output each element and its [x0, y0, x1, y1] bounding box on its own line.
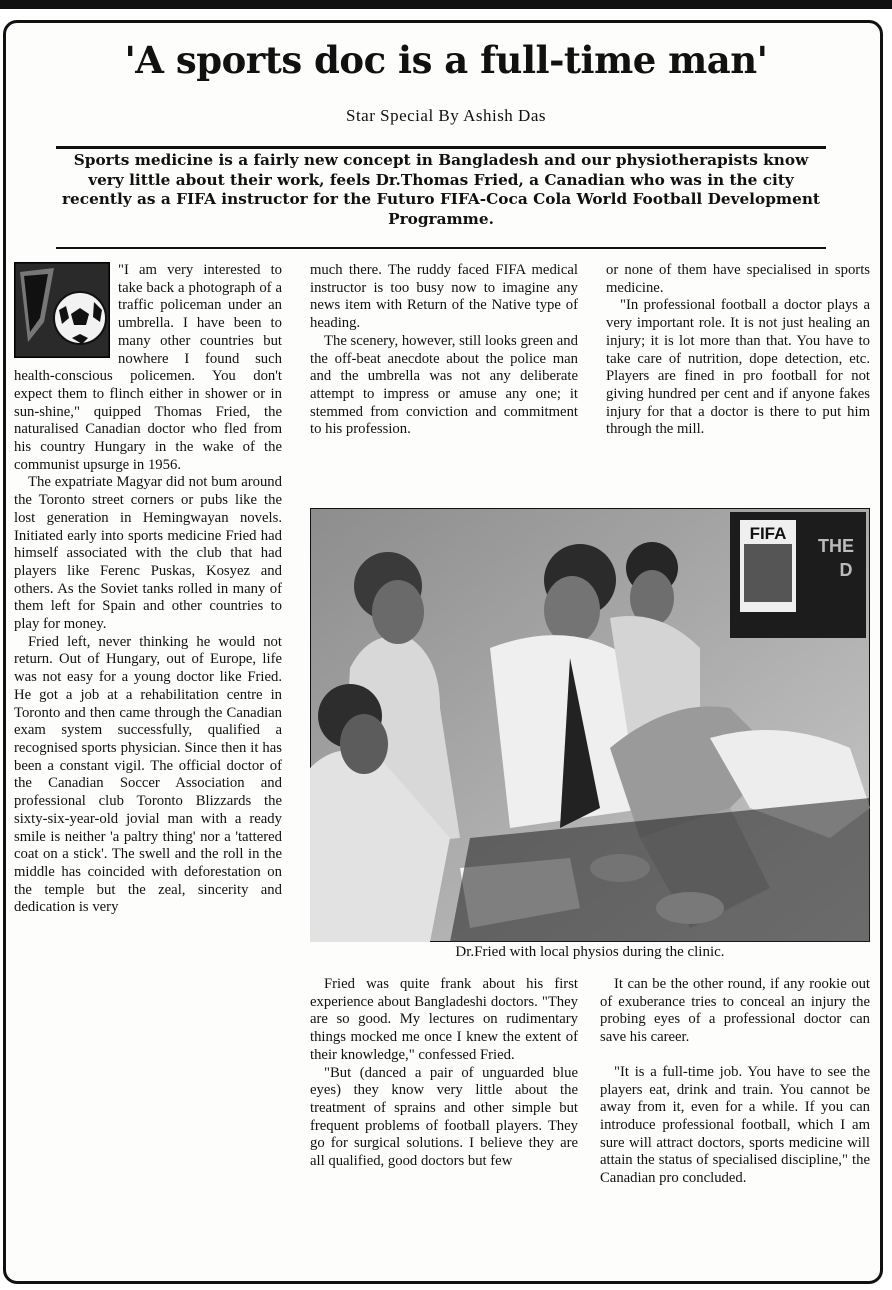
- column-1: [14, 262, 282, 1280]
- col3-paragraph-1: or none of them have specialised in sports medicine.: [606, 262, 870, 296]
- byline: Star Special By Ashish Das: [346, 106, 546, 125]
- col2-paragraph-1: much there. The ruddy faced FIFA medical instructor is too busy now to imagine any news item with Return of the Native type of heading.: [310, 262, 578, 332]
- top-border-bar: [0, 0, 892, 9]
- col3b-paragraph-1: It can be the other round, if any rookie out of exuberance tries to conceal an injury the probing eyes of a professional doctor can save his career.: [600, 976, 870, 1046]
- football-thumbnail-icon: [14, 262, 110, 358]
- col1-paragraph-3: Fried left, never thinking he would not return. Out of Hungary, out of Europe, life was not easy for a young doctor like Fried. He got a job at a rehabilitation centre in Toronto and then came through the Canadian exam system successfully, qualified a recognised sports physician. Since then it has been a constant vigil. The official doctor of the Canadian Soccer Association and professional club Toronto Blizzards the sixty-six-year-old jovial man with a ready smile is neither 'a paltry thing' nor a 'tattered coat on a stick'. The swell and the roll in the middle has coincided with deforestation on the temple but the zeal, sincerity and dedication is very: [14, 633, 282, 916]
- column-3-bottom: [600, 976, 870, 1280]
- sign-the-text: THE: [818, 536, 854, 556]
- col2-paragraph-2: The scenery, however, still looks green and the off-beat anecdote about the police man and the umbrella was not any deliberate attempt to impress or amuse any one; it stemmed from conviction and commitment to his profession.: [310, 332, 578, 438]
- col2b-paragraph-2: "But (danced a pair of unguarded blue eyes) they know very little about the treatment of sprains and other simple but frequent problems of football players. They go for surgical solutions. I believe they are all qualified, good doctors but few: [310, 1064, 578, 1170]
- intro-paragraph: Sports medicine is a fairly new concept in Bangladesh and our physiotherapists know very little about their work, feels Dr.Thomas Fried, a Canadian who was in the city recently as a FIFA instructor for the Futuro FIFA-Coca Cola World Football Development Programme.: [61, 151, 821, 228]
- col1-paragraph-2: The expatriate Magyar did not bum around the Toronto street corners or pubs like the lost generation in Hemingwayan novels. Initiated early into sports medicine Fried had himself associated with the club that had players like Ferenc Puskas, Kosyez and others. As the Soviet tanks rolled in many of them left for Spain and other countries to play for money.: [14, 474, 282, 633]
- col2b-paragraph-1: Fried was quite frank about his first experience about Bangladeshi doctors. "They are so good. My lectures on rudimentary things mocked me once I knew the extent of their knowledge," confessed Fried.: [310, 976, 578, 1063]
- intro-bottom-rule: [56, 247, 826, 249]
- column-2-bottom: [310, 976, 578, 1280]
- intro-top-rule: [56, 146, 826, 149]
- col3-paragraph-2: "In professional football a doctor plays a very important role. It is not just healing an injury; it is lot more than that. You have to take care of nutrition, dope detection, etc. Players are fined in pro football for not giving hundred per cent and if anyone fakes injury for that a doctor is there to put him through the mill.: [606, 297, 870, 438]
- column-2-top: [310, 262, 578, 506]
- clinic-photo: [310, 508, 870, 942]
- photo-caption: Dr.Fried with local physios during the clinic.: [455, 944, 725, 960]
- sign-d-text: D: [839, 560, 853, 580]
- sign-fifa-text: FIFA: [749, 524, 787, 543]
- headline: 'A sports doc is a full-time man': [124, 38, 768, 82]
- col3b-paragraph-2: "It is a full-time job. You have to see the players eat, drink and train. You cannot be away from it, even for a while. If you can introduce professional football, which I am sure will attract doctors, sports medicine will attain the status of specialised discipline," the Canadian pro concluded.: [600, 1063, 870, 1187]
- column-3-top: [606, 262, 870, 506]
- col1-paragraph-1: "I am very interested to take back a photograph of a traffic policeman under an umbrella. I have been to many other countries but nowhere I found such health-conscious policemen. You don't expect them to flinch either in shower or in sun-shine," quipped Thomas Fried, the naturalised Canadian doctor who fled from his country Hungary in the wake of the communist upsurge in 1956.: [14, 262, 282, 473]
